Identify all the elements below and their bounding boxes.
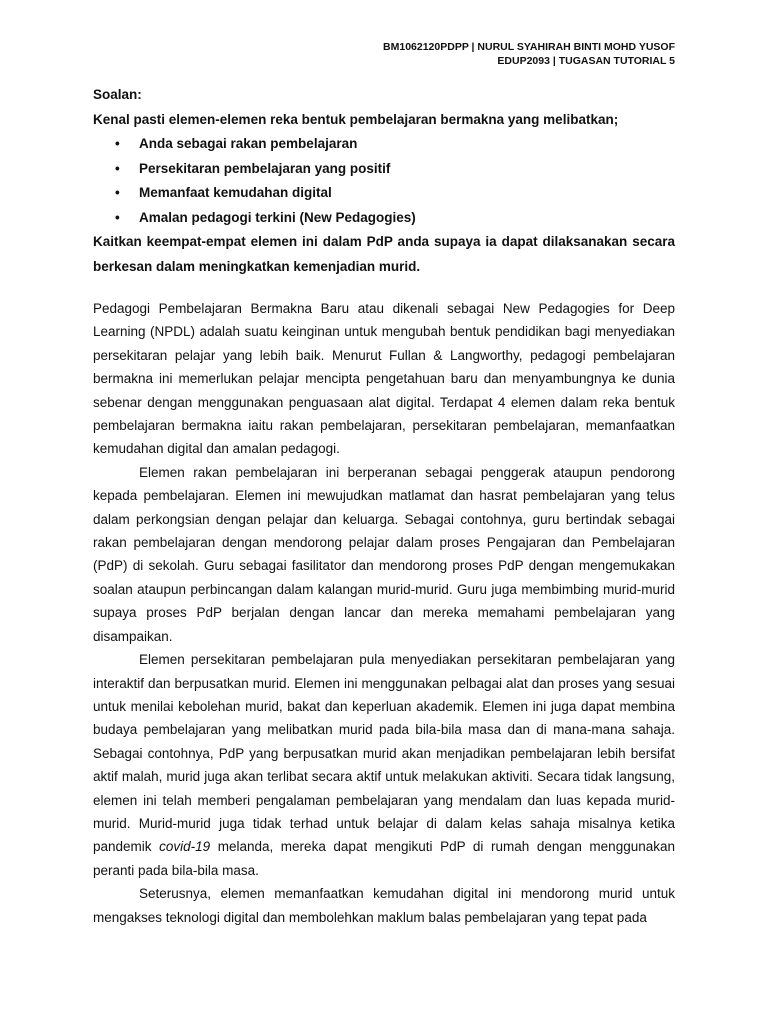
italic-term: covid-19	[159, 839, 211, 855]
bullet-item: • Amalan pedagogi terkini (New Pedagogies)	[93, 206, 675, 231]
question-task: Kaitkan keempat-empat elemen ini dalam PdP anda supaya ia dapat dilaksanakan secara berkesan dalam meningkatkan kemenjadian murid.	[93, 234, 675, 274]
question-intro: Kenal pasti elemen-elemen reka bentuk pembelajaran bermakna yang melibatkan;	[93, 111, 619, 127]
paragraph-intro: Pedagogi Pembelajaran Bermakna Baru atau dikenali sebagai New Pedagogies for Deep Learning (NPDL) adalah suatu keinginan untuk mengubah bentuk pendidikan bagi menyediakan persekitaran pelajar yang lebih baik. Menurut Fullan & Langworthy, pedagogi pembelajaran bermakna ini memerlukan pelajar mencipta pengetahuan baru dan menyambungnya ke dunia sebenar dengan menggunakan penguasaan alat digital. Terdapat 4 elemen dalam reka bentuk pembelajaran bermakna iaitu rakan pembelajaran, persekitaran pembelajaran, memanfaatkan kemudahan digital dan amalan pedagogi.	[93, 301, 675, 457]
bullet-item: • Memanfaat kemudahan digital	[93, 181, 675, 206]
bullet-dot-icon: •	[115, 160, 120, 176]
header-course-info: EDUP2093 | TUGASAN TUTORIAL 5	[497, 55, 675, 67]
paragraph-learning-partner: Elemen rakan pembelajaran ini berperanan sebagai penggerak ataupun pendorong kepada pembelajaran. Elemen ini mewujudkan matlamat dan hasrat pembelajaran yang telus dalam perkongsian dengan pelajar dan keluarga. Sebagai contohnya, guru bertindak sebagai rakan pembelajaran dengan mendorong pelajar dalam proses Pengajaran dan Pembelajaran (PdP) di sekolah. Guru sebagai fasilitator dan mendorong proses PdP dengan mengemukakan soalan ataupun perbincangan dalam kalangan murid-murid. Guru juga membimbing murid-murid supaya proses PdP berjalan dengan lancar dan mereka memahami pembelajaran yang disampaikan.	[93, 464, 675, 644]
paragraph-learning-environment: Elemen persekitaran pembelajaran pula menyediakan persekitaran pembelajaran yang interaktif dan berpusatkan murid. Elemen ini menggunakan pelbagai alat dan proses yang sesuai untuk menilai kebolehan murid, bakat dan keperluan akademik. Elemen ini juga dapat membina budaya pembelajaran yang melibatkan murid pada bila-bila masa dan di mana-mana sahaja. Sebagai contohnya, PdP yang berpusatkan murid akan menjadikan pembelajaran lebih bersifat aktif malah, murid juga akan terlibat secara aktif untuk melakukan aktiviti. Secara tidak langsung, elemen ini telah memberi pengalaman pembelajaran yang mendalam dan luas kepada murid-murid. Murid-murid juga tidak terhad untuk belajar di dalam kelas sahaja misalnya ketika pandemik covid-19 melanda, mereka dapat mengikuti PdP di rumah dengan menggunakan peranti pada bila-bila masa.	[93, 652, 675, 878]
bullet-item: • Persekitaran pembelajaran yang positif	[93, 157, 675, 182]
essay-body	[93, 297, 675, 929]
question-label: Soalan:	[93, 87, 142, 102]
bullet-dot-icon: •	[115, 136, 120, 151]
question-section	[93, 83, 675, 279]
question-bullet-list	[93, 132, 675, 230]
header-student-info: BM1062120PDPP | NURUL SYAHIRAH BINTI MOHD YUSOF	[383, 41, 675, 53]
page-header	[93, 40, 675, 68]
bullet-dot-icon: •	[115, 209, 120, 225]
bullet-item: • Anda sebagai rakan pembelajaran	[93, 132, 675, 157]
paragraph-digital: Seterusnya, elemen memanfaatkan kemudahan digital ini mendorong murid untuk mengakses teknologi digital dan membolehkan maklum balas pembelajaran yang tepat pada	[93, 886, 675, 925]
bullet-dot-icon: •	[115, 185, 120, 200]
